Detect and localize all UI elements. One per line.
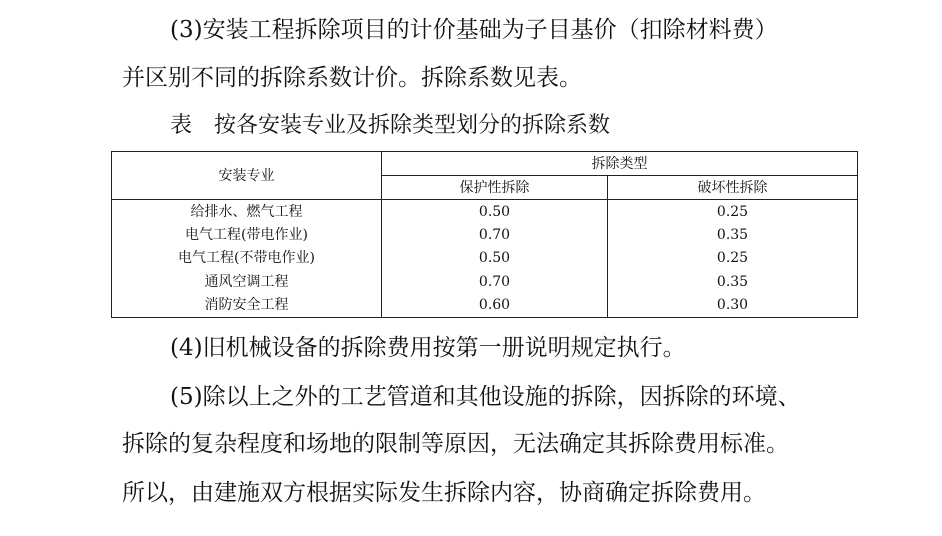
demolition-coefficient-table xyxy=(111,151,858,318)
cell-protective: 0.60 xyxy=(382,294,608,318)
paragraph-5-line-3: 所以，由建施双方根据实际发生拆除内容，协商确定拆除费用。 xyxy=(122,480,766,506)
cell-protective: 0.50 xyxy=(382,247,608,270)
header-demolition-type: 拆除类型 xyxy=(382,152,858,176)
cell-protective: 0.70 xyxy=(382,270,608,293)
cell-specialty: 电气工程(不带电作业) xyxy=(112,247,382,270)
table-row xyxy=(112,247,858,270)
cell-specialty: 电气工程(带电作业) xyxy=(112,223,382,246)
cell-specialty: 消防安全工程 xyxy=(112,294,382,318)
header-specialty: 安装专业 xyxy=(112,152,382,200)
cell-specialty: 通风空调工程 xyxy=(112,270,382,293)
paragraph-3-line-2: 并区别不同的拆除系数计价。拆除系数见表。 xyxy=(122,65,582,91)
header-destructive: 破坏性拆除 xyxy=(608,176,858,200)
table-row xyxy=(112,200,858,224)
header-protective: 保护性拆除 xyxy=(382,176,608,200)
paragraph-4: (4)旧机械设备的拆除费用按第一册说明规定执行。 xyxy=(170,335,686,361)
cell-destructive: 0.35 xyxy=(608,223,858,246)
cell-destructive: 0.30 xyxy=(608,294,858,318)
table-row xyxy=(112,270,858,293)
table-caption: 表 按各安装专业及拆除类型划分的拆除系数 xyxy=(170,113,611,138)
paragraph-5-line-1: (5)除以上之外的工艺管道和其他设施的拆除，因拆除的环境、 xyxy=(170,384,801,410)
cell-destructive: 0.35 xyxy=(608,270,858,293)
cell-protective: 0.50 xyxy=(382,200,608,224)
table-row xyxy=(112,223,858,246)
cell-destructive: 0.25 xyxy=(608,200,858,224)
paragraph-5-line-2: 拆除的复杂程度和场地的限制等原因，无法确定其拆除费用标准。 xyxy=(122,431,789,457)
cell-protective: 0.70 xyxy=(382,223,608,246)
table-row xyxy=(112,294,858,318)
paragraph-3-line-1: (3)安装工程拆除项目的计价基础为子目基价（扣除材料费） xyxy=(170,17,778,43)
cell-specialty: 给排水、燃气工程 xyxy=(112,200,382,224)
cell-destructive: 0.25 xyxy=(608,247,858,270)
